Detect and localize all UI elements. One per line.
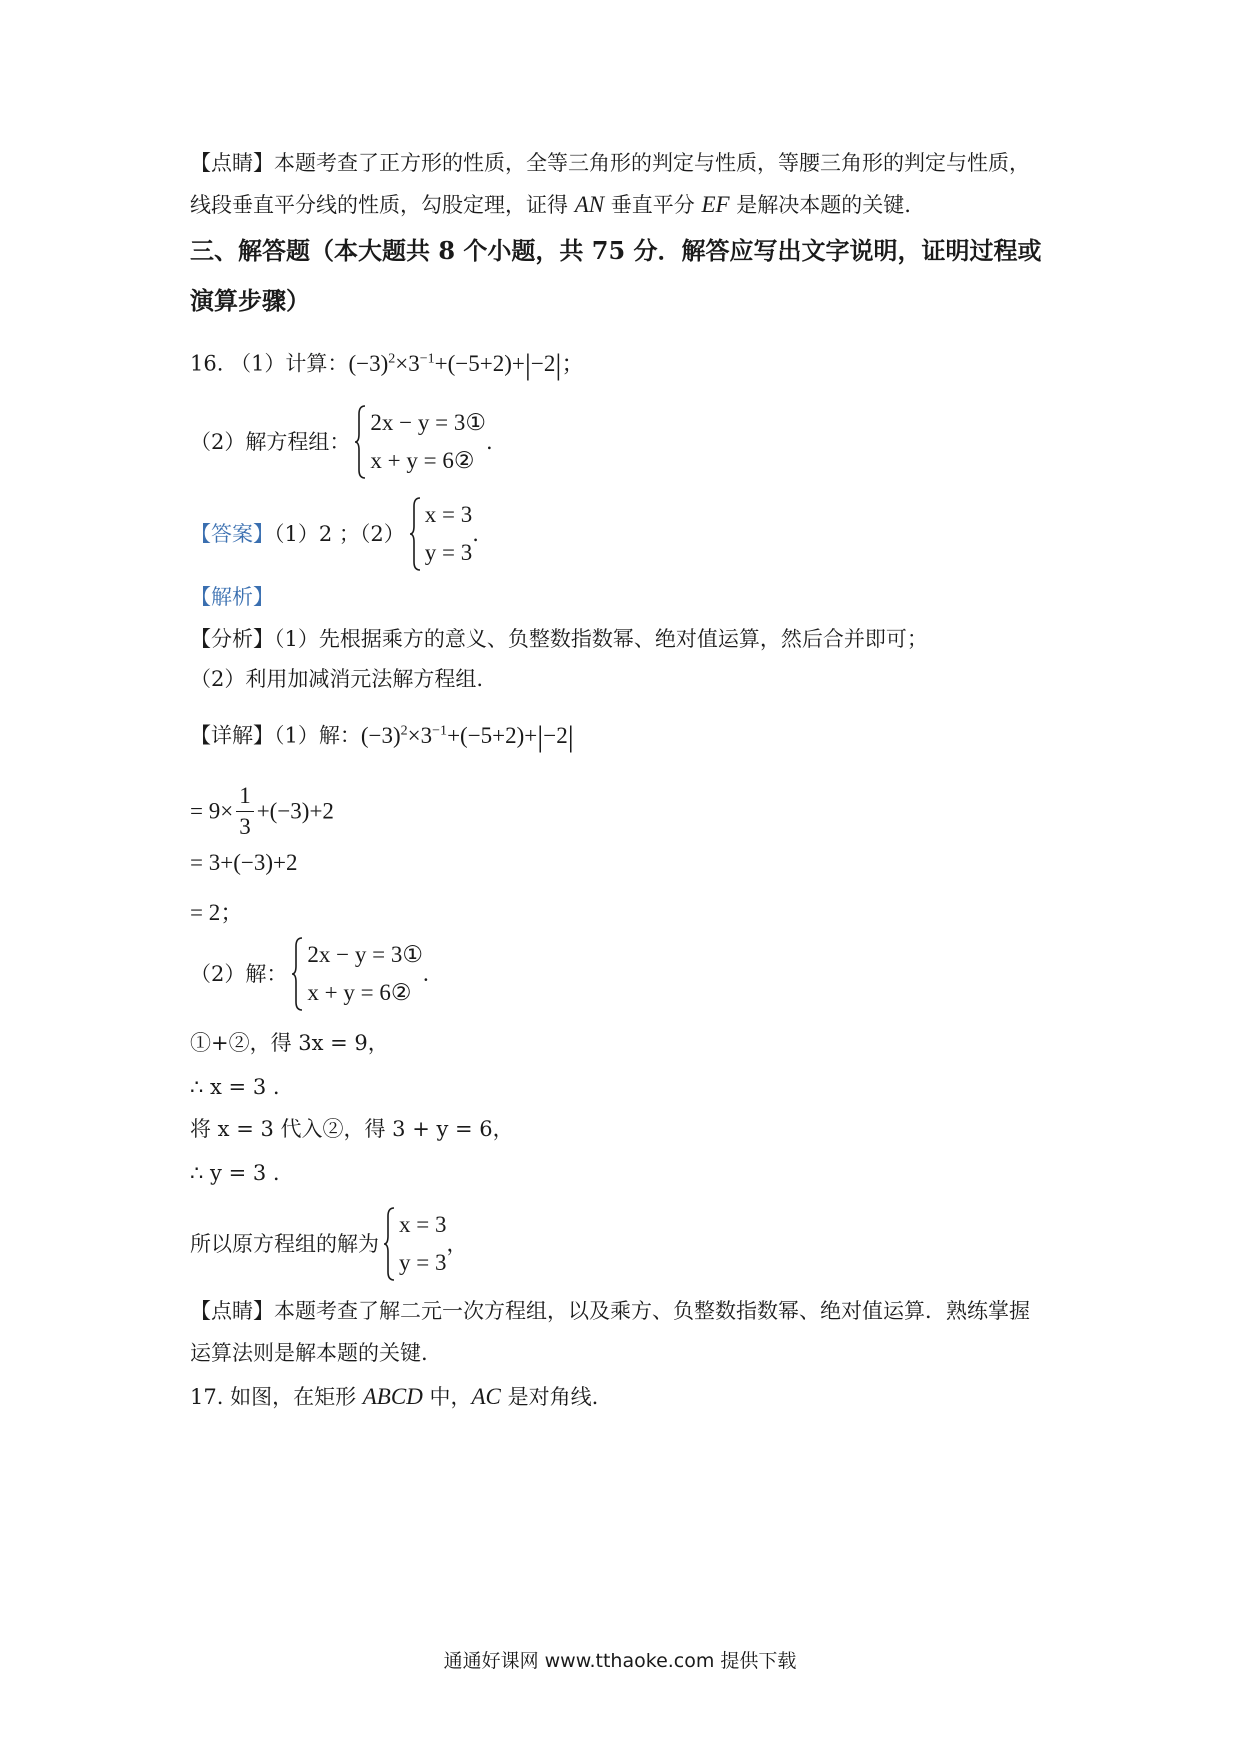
step-x: ∴ x = 3 . [190, 1075, 280, 1099]
dianjing-text: 线段垂直平分线的性质，勾股定理，证得 [190, 193, 575, 217]
question-text: 17. 如图，在矩形 [190, 1385, 363, 1409]
question-label: （2）解方程组： [190, 430, 351, 454]
step-text: +(−3)+2 [256, 798, 334, 824]
step-y: ∴ y = 3 . [190, 1161, 280, 1185]
fenxi-line-1 [190, 624, 928, 654]
step-2: = 3+(−3)+2 [190, 850, 298, 875]
xiangjie-text: （1）解： [274, 723, 361, 748]
math-var: ABCD [362, 1384, 423, 1409]
equation-system [354, 404, 486, 480]
q16-expression: $(-3)^2\times 3^{-1}+(-5+2)+|-2|$； [348, 347, 585, 381]
q17-line [190, 1382, 598, 1412]
answer-text: （1）2 ；（2） [274, 522, 405, 546]
equation-2: x + y = 6② [370, 448, 475, 473]
step-text: = 9× [190, 798, 234, 824]
punct: . [485, 430, 493, 454]
dianjing2-line-1 [190, 1296, 1030, 1326]
xiangjie-part2 [190, 936, 429, 1012]
question-text: 中， [422, 1385, 472, 1409]
dianjing-tag: 【点睛】 [190, 151, 274, 175]
fraction-numerator: 1 [236, 781, 254, 812]
step-3: = 2； [190, 900, 244, 925]
fraction [236, 781, 254, 842]
math-var: AC [471, 1384, 501, 1409]
xiangjie-expression: $(-3)^2\times 3^{-1}+(-5+2)+|-2|$ [360, 719, 574, 753]
xiangjie-line [190, 716, 574, 752]
xiangjie-tag: 【详解】 [190, 723, 274, 748]
equation-1: 2x − y = 3① [370, 410, 486, 435]
question-text: 是对角线. [500, 1385, 599, 1409]
dianjing-text: 本题考查了解二元一次方程组，以及乘方、负整数指数幂、绝对值运算．熟练掌握 [274, 1299, 1030, 1323]
solution-x: x = 3 [399, 1212, 447, 1237]
jiexi-tag [190, 582, 274, 612]
brace-icon [409, 496, 421, 572]
equation-system [291, 936, 423, 1012]
step-sub: 将 x = 3 代入②，得 3 + y = 6， [190, 1117, 514, 1141]
fenxi-line-2: （2）利用加减消元法解方程组. [190, 667, 484, 691]
answer-line [190, 496, 479, 572]
math-var: AN [574, 192, 605, 217]
equation-2: x + y = 6② [307, 980, 412, 1005]
math-var: EF [701, 192, 730, 217]
dianjing2-line-2: 运算法则是解本题的关键. [190, 1341, 428, 1365]
xiangjie-text: （2）解： [190, 962, 288, 986]
answer-x: x = 3 [424, 502, 473, 527]
answer-y: y = 3 [424, 540, 473, 565]
q16-part2 [190, 404, 493, 480]
q16-part1 [190, 344, 584, 380]
answer-tag: 【答案】 [190, 522, 274, 546]
step-1 [190, 778, 334, 844]
brace-icon [383, 1206, 395, 1282]
conclusion [190, 1206, 467, 1282]
brace-icon [354, 404, 366, 480]
equation-1: 2x − y = 3① [307, 942, 423, 967]
solution-y: y = 3 [399, 1250, 447, 1275]
fraction-denominator: 3 [239, 814, 251, 839]
section-heading-cont: 演算步骤） [190, 286, 310, 315]
solution-system [383, 1206, 446, 1282]
jiexi-label: 【解析】 [190, 585, 274, 609]
answer-system [409, 496, 472, 572]
dianjing-tag: 【点睛】 [190, 1299, 274, 1323]
conclusion-text: 所以原方程组的解为 [190, 1232, 379, 1256]
fenxi-tag: 【分析】 [190, 627, 274, 651]
question-label: 16. （1）计算： [190, 351, 349, 376]
dianjing-text: 垂直平分 [604, 193, 702, 217]
dianjing-text: 本题考查了正方形的性质，全等三角形的判定与性质，等腰三角形的判定与性质， [274, 151, 1030, 175]
step-add: ①+②，得 3x = 9， [190, 1031, 389, 1055]
punct: ， [446, 1232, 468, 1256]
dianjing-line-2 [190, 190, 911, 220]
fenxi-text: （1）先根据乘方的意义、负整数指数幂、绝对值运算，然后合并即可； [274, 627, 928, 651]
brace-icon [291, 936, 303, 1012]
punct: . [472, 522, 479, 546]
footer-credit: 通通好课网 www.tthaoke.com 提供下载 [443, 1650, 797, 1672]
punct: . [422, 961, 429, 986]
section-heading: 三、解答题（本大题共 8 个小题，共 75 分．解答应写出文字说明，证明过程或 [190, 236, 1042, 265]
dianjing-line-1 [190, 148, 1030, 178]
dianjing-text: 是解决本题的关键. [729, 193, 911, 217]
